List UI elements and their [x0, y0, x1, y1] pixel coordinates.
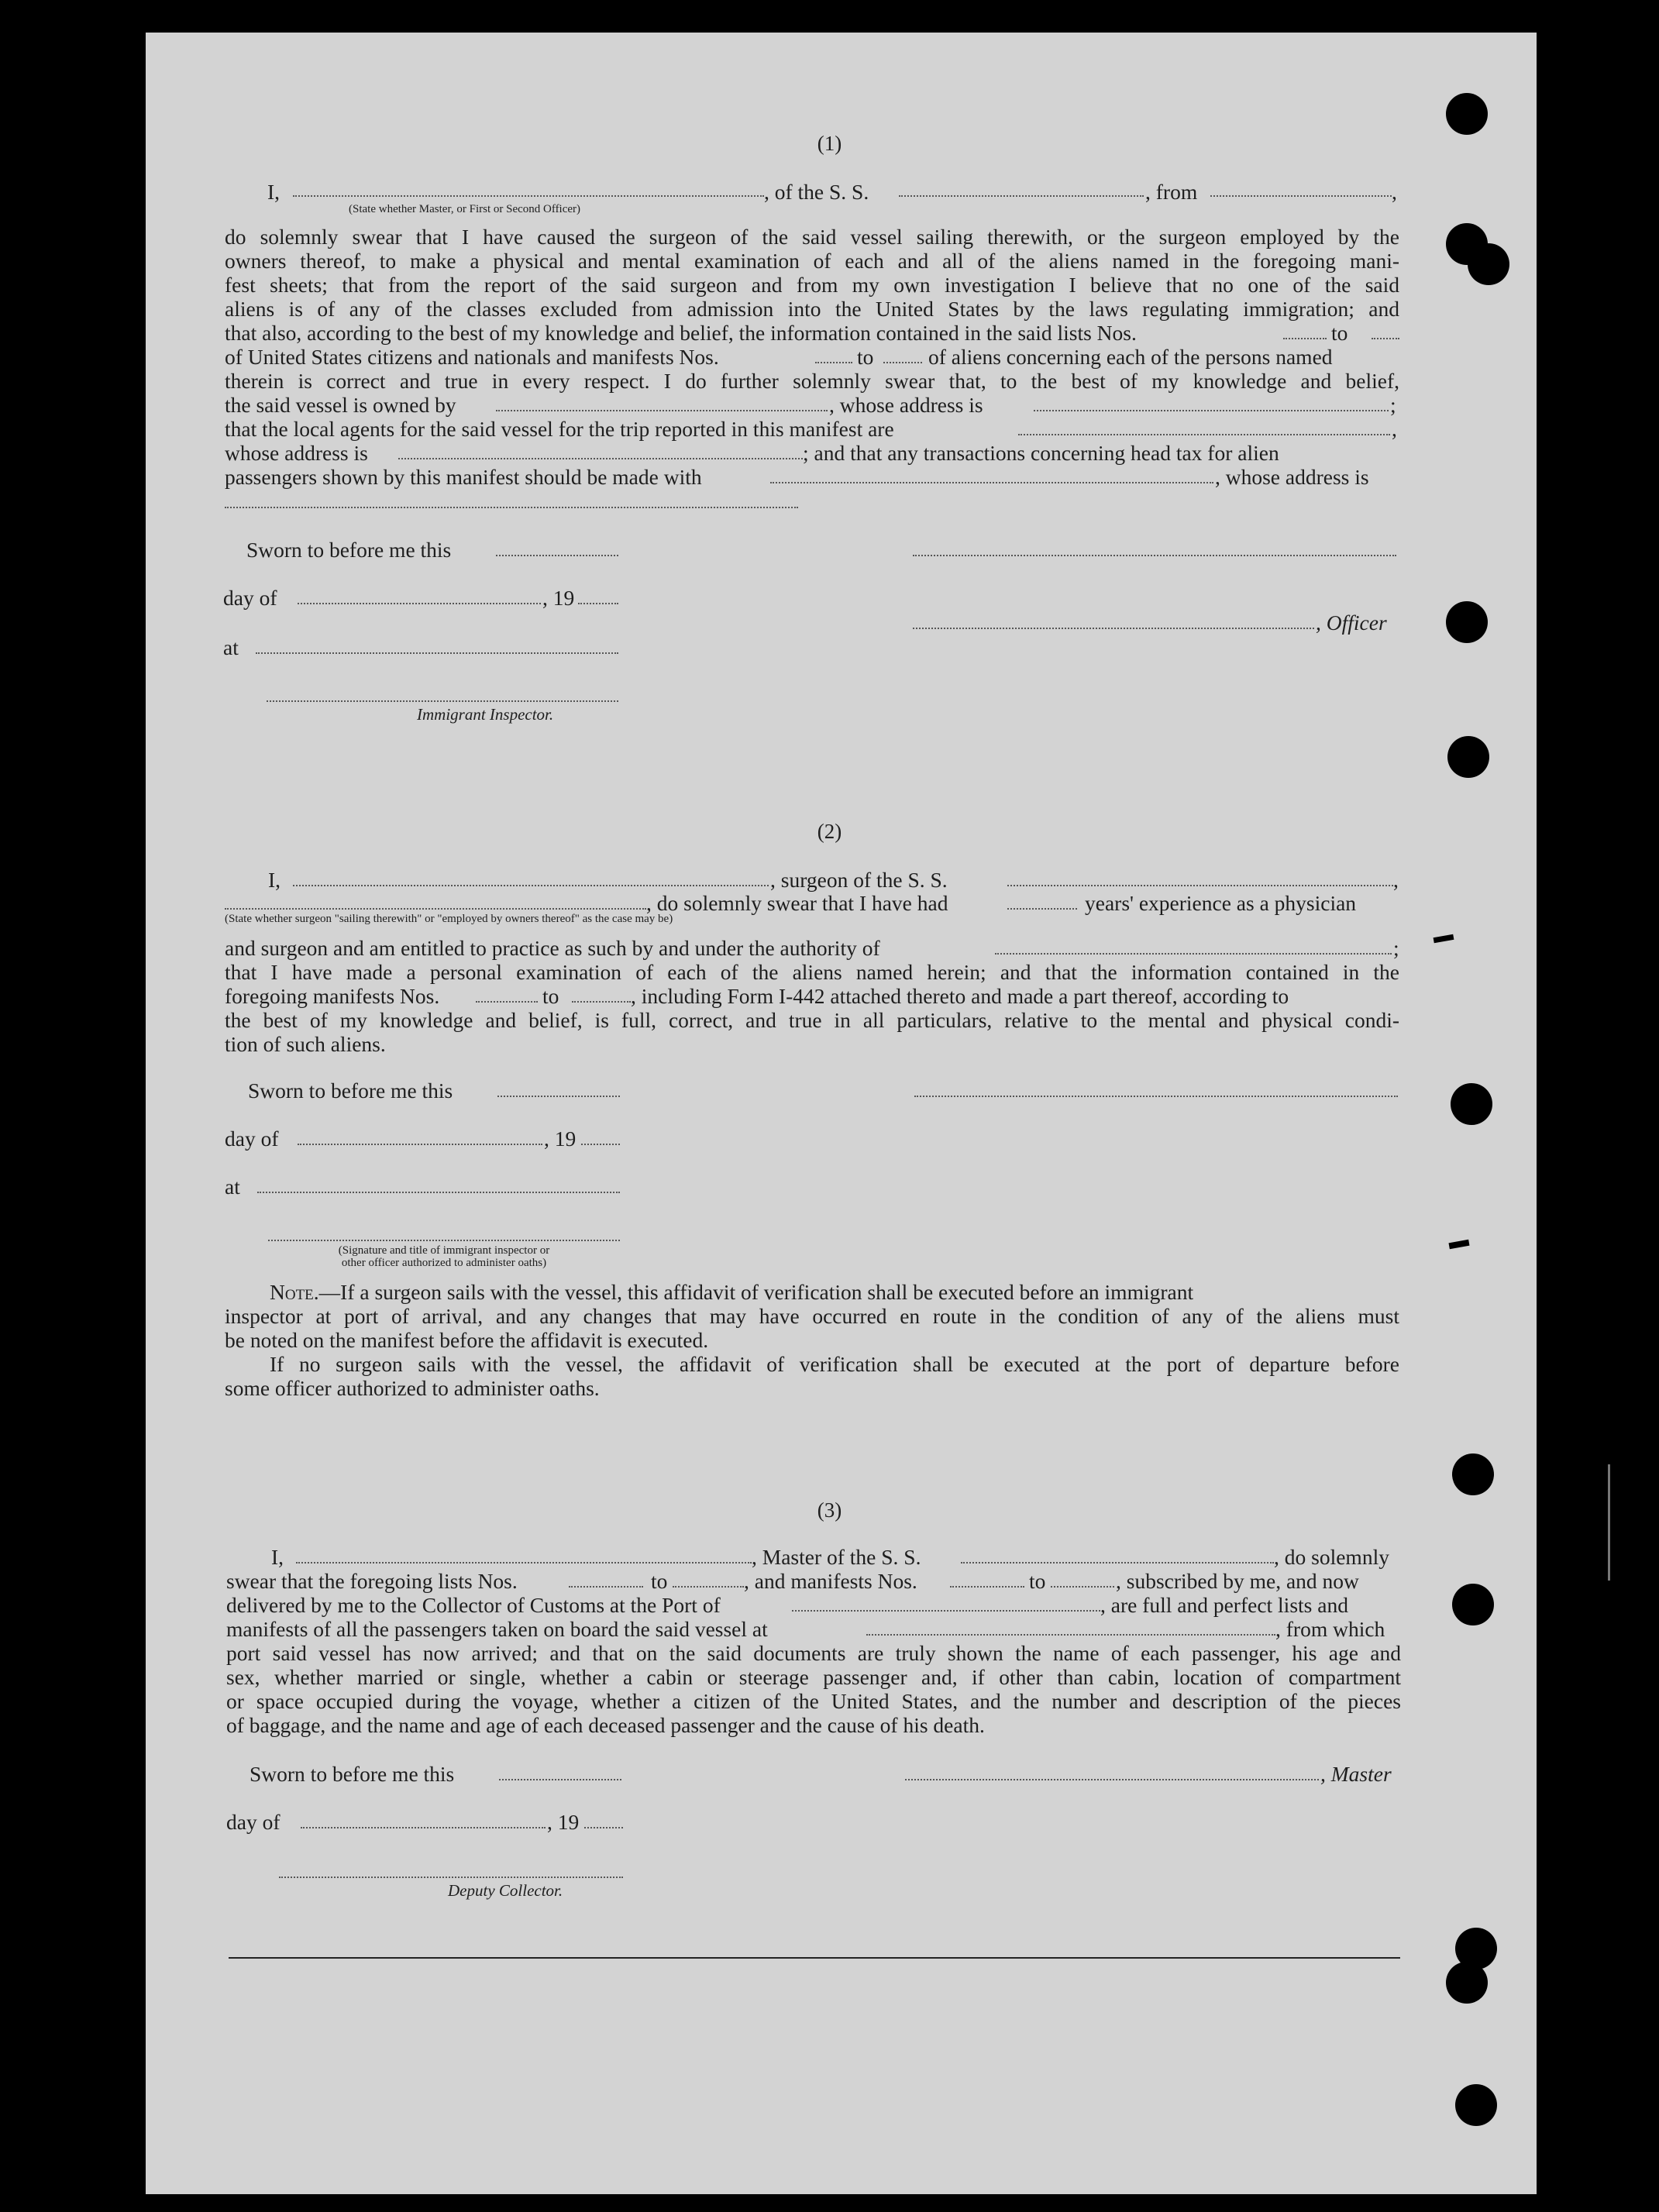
- punch-hole: [1446, 93, 1488, 135]
- vessel-name-field[interactable]: [899, 195, 1144, 197]
- lists-to-field[interactable]: [1372, 338, 1399, 339]
- collector-label: Deputy Collector.: [448, 1881, 563, 1900]
- punch-hole: [1446, 601, 1488, 643]
- surgeon-status-field[interactable]: [225, 908, 646, 910]
- sworn-day-field[interactable]: [497, 1096, 620, 1097]
- text: foregoing manifests Nos.: [225, 984, 440, 1008]
- punch-hole: [1468, 243, 1509, 285]
- text: , and manifests Nos.: [744, 1569, 917, 1593]
- text: ; and that any transactions concerning head tax for alien: [803, 441, 1279, 465]
- note-line: inspector at port of arrival, and any changes that may have occurred en route in the condition of any of the aliens must: [225, 1304, 1399, 1328]
- text: to: [1029, 1569, 1046, 1593]
- punch-hole: [1451, 1083, 1492, 1125]
- text: to: [1331, 321, 1348, 345]
- officer-name-field[interactable]: [293, 195, 764, 197]
- note-line: some officer authorized to administer oaths.: [225, 1376, 600, 1400]
- departure-port-field[interactable]: [866, 1634, 1275, 1636]
- text: , from: [1145, 180, 1198, 204]
- section-number: (1): [817, 132, 842, 155]
- punch-hole: [1455, 2084, 1497, 2126]
- year-label: , 19: [544, 1127, 577, 1151]
- authority-field[interactable]: [995, 953, 1392, 955]
- agents-address-field[interactable]: [398, 458, 803, 459]
- text: , whose address is: [829, 393, 983, 417]
- year-label: , 19: [547, 1810, 580, 1834]
- years-experience-field[interactable]: [1007, 908, 1077, 910]
- day-of-label: day of: [223, 586, 277, 610]
- manifests-to-field[interactable]: [883, 362, 922, 363]
- text: , including Form I-442 attached thereto and made a part thereof, according to: [631, 984, 1289, 1008]
- manifests-to-field[interactable]: [1051, 1586, 1114, 1588]
- note-line: [225, 1280, 1399, 1304]
- note-heading: Note.: [270, 1280, 319, 1304]
- section-number: (3): [817, 1498, 842, 1522]
- text: , are full and perfect lists and: [1100, 1593, 1348, 1617]
- at-label: at: [225, 1175, 240, 1199]
- note-line: be noted on the manifest before the affidavit is executed.: [225, 1328, 709, 1352]
- text: , do solemnly swear that I have had: [646, 891, 948, 915]
- divider: [229, 1957, 1400, 1959]
- text: passengers shown by this manifest should be made with: [225, 465, 702, 489]
- manifests-to-field[interactable]: [572, 1001, 631, 1003]
- note-text: —If a surgeon sails with the vessel, this affidavit of verification shall be executed before an immigrant: [318, 1280, 1194, 1304]
- paragraph-line: the best of my knowledge and belief, is full, correct, and true in all particulars, relative to the mental and physical condi-: [225, 1008, 1399, 1032]
- sworn-label: Sworn to before me this: [246, 538, 452, 562]
- paragraph-line: fest sheets; that from the report of the said surgeon and from my own investigation I believe that no one of the said: [225, 273, 1399, 297]
- text: whose address is: [225, 441, 368, 465]
- manifests-from-field[interactable]: [815, 362, 852, 363]
- punch-hole: [1452, 1453, 1494, 1495]
- text: swear that the foregoing lists Nos.: [226, 1569, 518, 1593]
- place-field[interactable]: [256, 652, 618, 654]
- text: , do solemnly: [1274, 1545, 1389, 1569]
- text: that the local agents for the said vessel for the trip reported in this manifest are: [225, 417, 894, 441]
- sworn-label: Sworn to before me this: [250, 1762, 455, 1786]
- paragraph-line: port said vessel has now arrived; and that on the said documents are truly shown the name of each passenger, his age and: [226, 1641, 1401, 1665]
- edge-mark: [1608, 1464, 1610, 1581]
- month-field[interactable]: [298, 603, 541, 604]
- month-field[interactable]: [298, 1144, 542, 1145]
- text: and surgeon and am entitled to practice as such by and under the authority of: [225, 936, 880, 960]
- port-field[interactable]: [792, 1610, 1100, 1612]
- text: ;: [1390, 393, 1396, 417]
- text: , Master of the S. S.: [752, 1545, 921, 1569]
- text: ;: [1393, 936, 1399, 960]
- officer-signature-field[interactable]: [913, 628, 1314, 629]
- text: of United States citizens and nationals and manifests Nos.: [225, 345, 719, 369]
- paragraph-line: tion of such aliens.: [225, 1032, 386, 1056]
- field-note: (State whether surgeon "sailing therewith" or "employed by owners thereof" as the case may be): [225, 913, 673, 925]
- text: I,: [271, 1545, 284, 1569]
- text: of aliens concerning each of the persons named: [928, 345, 1333, 369]
- at-label: at: [223, 635, 239, 659]
- officer-label: , Officer: [1316, 611, 1387, 635]
- text: , of the S. S.: [764, 180, 869, 204]
- sworn-day-field[interactable]: [496, 555, 618, 556]
- paragraph-line: sex, whether married or single, whether a cabin or steerage passenger and, if other than cabin, location of compartment: [226, 1665, 1401, 1689]
- lists-from-field[interactable]: [569, 1586, 643, 1588]
- year-field[interactable]: [581, 1144, 620, 1145]
- master-signature-field[interactable]: [905, 1779, 1319, 1780]
- text: to: [857, 345, 874, 369]
- text: , subscribed by me, and now: [1116, 1569, 1359, 1593]
- sworn-label: Sworn to before me this: [248, 1078, 453, 1103]
- head-tax-contact-field[interactable]: [770, 482, 1213, 483]
- master-label: , Master: [1320, 1762, 1392, 1786]
- signature-field[interactable]: [913, 555, 1396, 556]
- signature-note: other officer authorized to administer oaths): [341, 1257, 547, 1269]
- text: to: [651, 1569, 668, 1593]
- inspector-signature-field[interactable]: [268, 1240, 620, 1241]
- year-field[interactable]: [578, 603, 618, 604]
- head-tax-address-field[interactable]: [225, 507, 798, 508]
- lists-to-field[interactable]: [673, 1586, 744, 1588]
- text: I,: [268, 868, 281, 892]
- day-of-label: day of: [225, 1127, 279, 1151]
- punch-hole: [1452, 1584, 1494, 1625]
- year-field[interactable]: [584, 1827, 623, 1828]
- punch-hole: [1446, 1962, 1488, 2004]
- day-of-label: day of: [226, 1810, 281, 1834]
- note-line: If no surgeon sails with the vessel, the affidavit of verification shall be executed at the port of departure before: [270, 1352, 1399, 1376]
- paragraph-line: owners thereof, to make a physical and mental examination of each and all of the aliens named in the foregoing mani-: [225, 249, 1399, 273]
- sworn-day-field[interactable]: [499, 1779, 621, 1780]
- text: I,: [267, 180, 281, 204]
- text: delivered by me to the Collector of Customs at the Port of: [226, 1593, 721, 1617]
- signature-field[interactable]: [914, 1096, 1398, 1097]
- text: that also, according to the best of my knowledge and belief, the information contained in the said lists Nos.: [225, 321, 1137, 345]
- signature-note: (Signature and title of immigrant inspector or: [338, 1244, 550, 1257]
- text: to: [542, 984, 559, 1008]
- paragraph-line: or space occupied during the voyage, whether a citizen of the United States, and the number and description of the pieces: [226, 1689, 1401, 1713]
- year-label: , 19: [542, 586, 575, 610]
- paragraph-line: aliens is of any of the classes excluded from admission into the United States by the laws regulating immigration; and: [225, 297, 1399, 321]
- from-port-field[interactable]: [1210, 195, 1392, 197]
- text: ,: [1392, 417, 1397, 441]
- master-vessel-field[interactable]: [961, 1562, 1274, 1564]
- text: manifests of all the passengers taken on board the said vessel at: [226, 1617, 768, 1641]
- manifests-from-field[interactable]: [476, 1001, 538, 1003]
- paragraph-line: that I have made a personal examination of each of the aliens named herein; and that the information contained in the: [225, 960, 1399, 984]
- text: ,: [1392, 180, 1397, 204]
- manifests-from-field[interactable]: [950, 1586, 1024, 1588]
- month-field[interactable]: [301, 1827, 546, 1828]
- field-note: (State whether Master, or First or Second Officer): [349, 203, 581, 215]
- text: ,: [1393, 868, 1399, 892]
- paragraph-line: do solemnly swear that I have caused the surgeon of the said vessel sailing therewith, or the surgeon employed by the: [225, 225, 1399, 249]
- surgeon-vessel-field[interactable]: [1007, 885, 1393, 886]
- place-field[interactable]: [257, 1192, 620, 1193]
- text: the said vessel is owned by: [225, 393, 456, 417]
- owner-address-field[interactable]: [1034, 410, 1389, 411]
- text: , whose address is: [1215, 465, 1369, 489]
- text: years' experience as a physician: [1085, 891, 1357, 915]
- local-agents-field[interactable]: [1018, 434, 1390, 435]
- text: , surgeon of the S. S.: [770, 868, 948, 892]
- master-name-field[interactable]: [296, 1562, 752, 1564]
- paragraph-line: therein is correct and true in every respect. I do further solemnly swear that, to the best of my knowledge and belief,: [225, 369, 1399, 393]
- inspector-label: Immigrant Inspector.: [417, 705, 554, 724]
- inspector-signature-field[interactable]: [267, 700, 618, 702]
- paragraph-line: of baggage, and the name and age of each deceased passenger and the cause of his death.: [226, 1713, 985, 1737]
- collector-signature-field[interactable]: [279, 1877, 623, 1878]
- owner-field[interactable]: [496, 410, 828, 411]
- section-number: (2): [817, 820, 842, 843]
- text: , from which: [1275, 1617, 1385, 1641]
- punch-hole: [1447, 736, 1489, 778]
- lists-from-field[interactable]: [1283, 338, 1327, 339]
- surgeon-name-field[interactable]: [293, 885, 769, 886]
